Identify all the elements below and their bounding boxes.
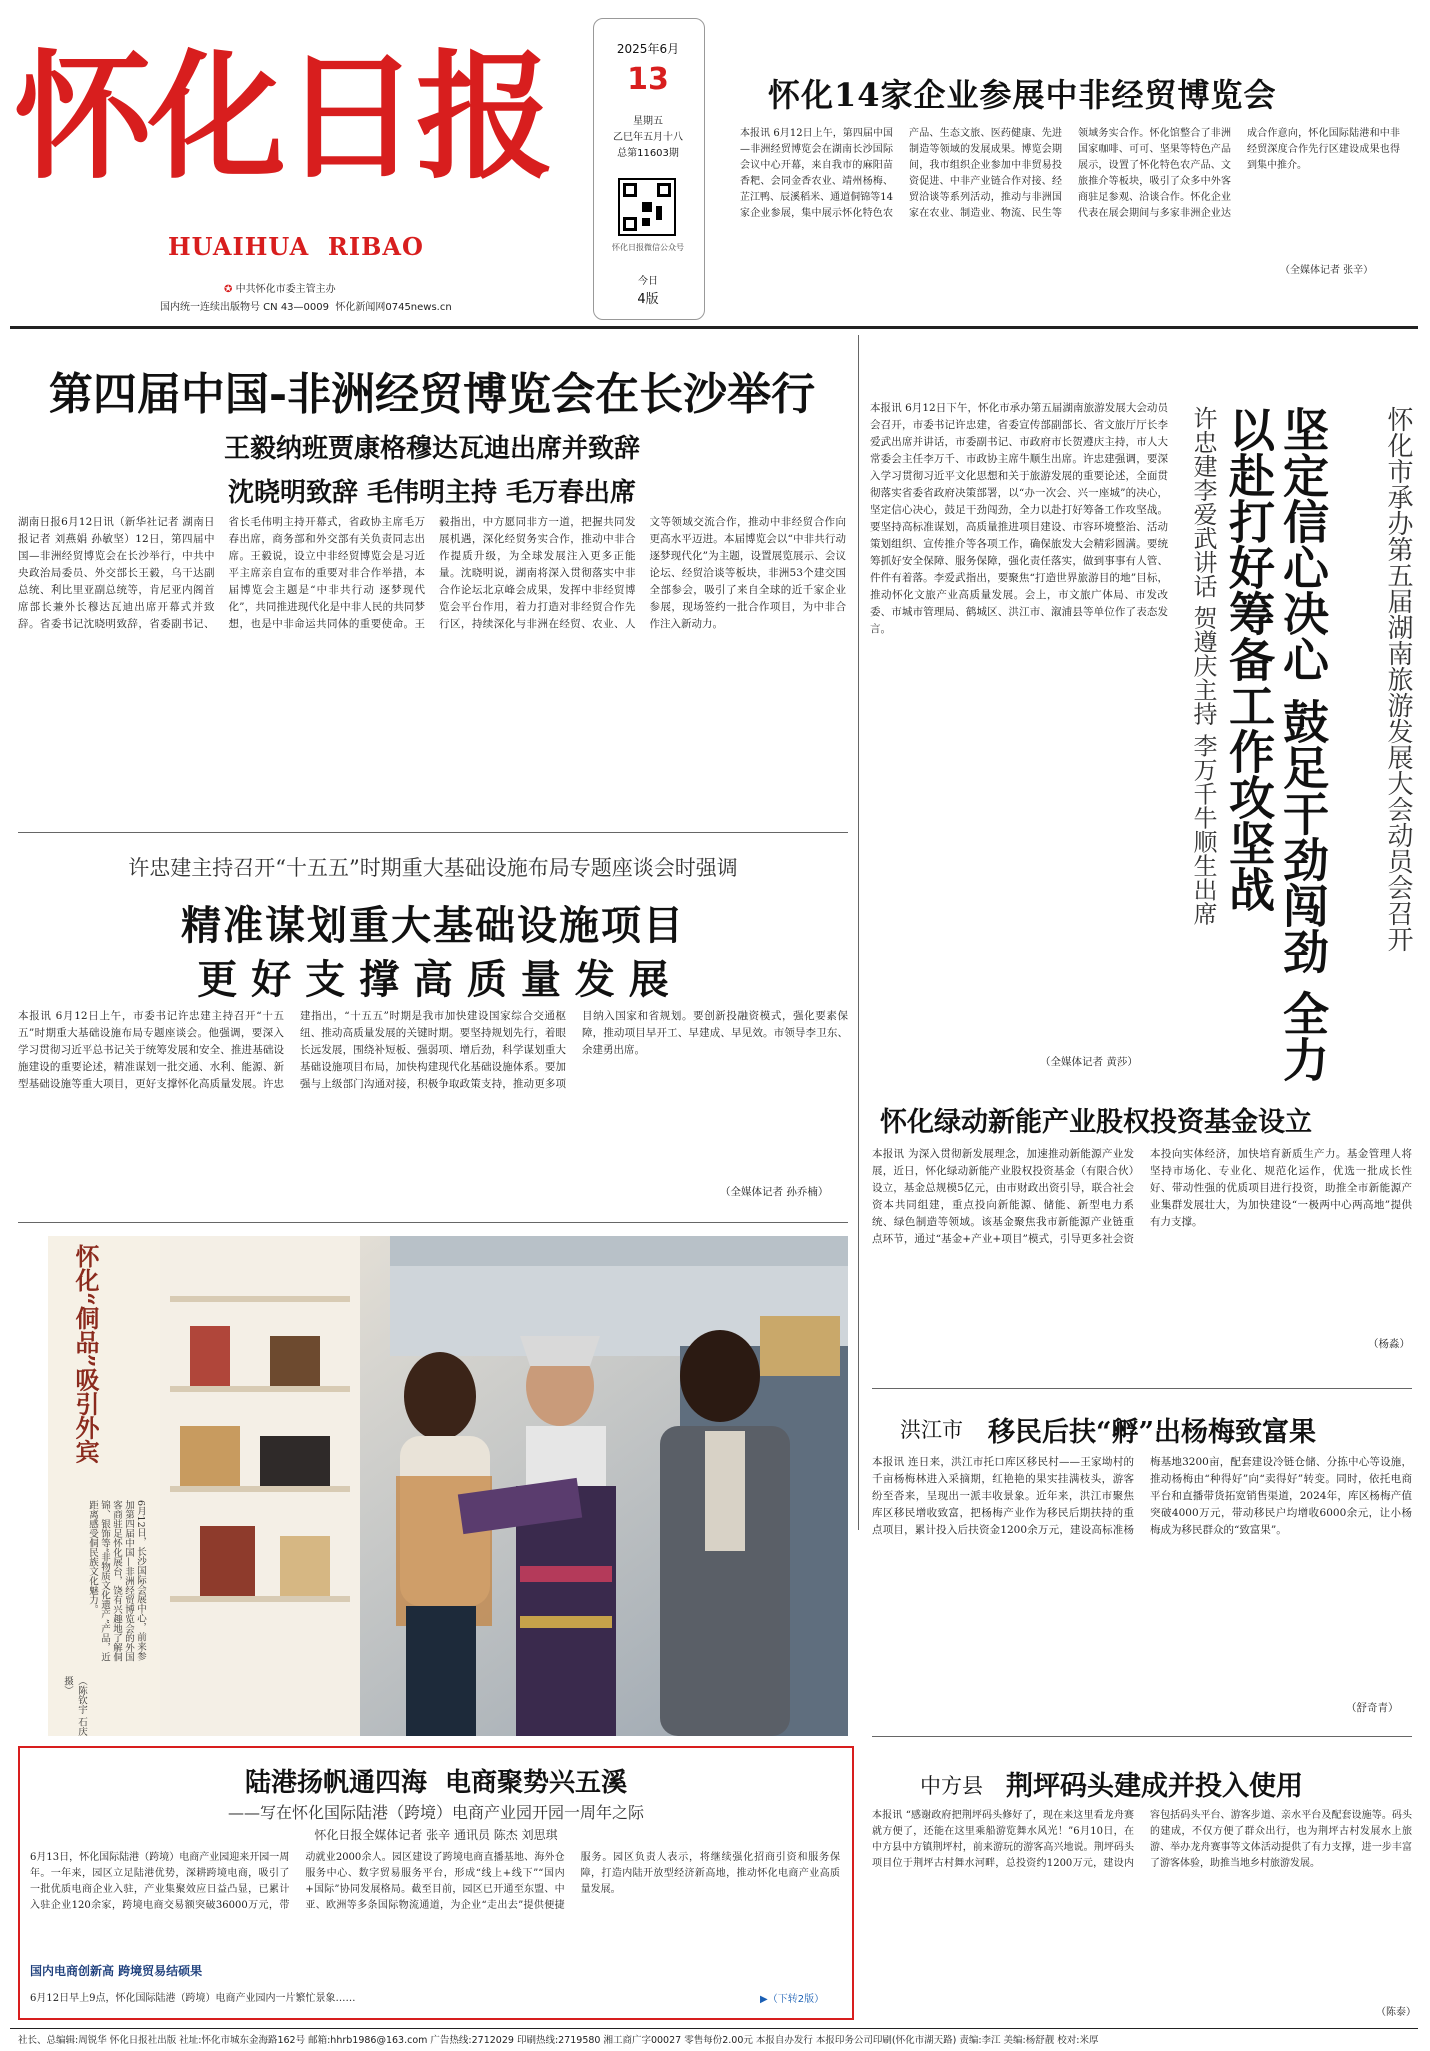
news-photo [160, 1236, 848, 1736]
arrow-right-icon: ▶ [760, 1994, 768, 2005]
fund-byline: （杨淼） [1368, 1338, 1410, 1350]
pages-count: 4版 [637, 292, 659, 307]
infra-body: 本报讯 6月12日上午，市委书记许忠建主持召开“十五五”时期重大基础设施布局专题座谈会。他强调，要深入学习贯彻习近平总书记关于统筹发展和安全、推进基础设施建设的重要论述，精准谋划一批交通、水利、能源、新型基础设施等重大项目，更好支撑怀化高质量发展。许忠建指出，“十五五”时期是我市加快建设国家综合交通枢纽、推动高质量发展的关键时期。要坚持规划先行，着眼长远发展，围绕补短板、强弱项、增后劲，科学谋划重大基础设施项目布局，加快构建现代化基础设施体系。要加强与上级部门沟通对接，积极争取政策支持，推动更多项目纳入国家和省规划。要创新投融资模式，强化要素保障，推动项目早开工、早建成、早见效。市领导李卫东、余建勇出席。 [18, 1010, 848, 1090]
top-story-title: 怀化14家企业参展中非经贸博览会 [768, 76, 1277, 114]
masthead-pinyin: HUAIHUA RIBAO [168, 232, 424, 261]
party-emblem-icon: ✪ [224, 284, 233, 295]
photo-credit: （陈钦宇 石庆 摄） [62, 1676, 87, 1737]
hongjiang-title: 移民后扶“孵”出杨梅致富果 [988, 1417, 1317, 1448]
feature-highlight-label: 国内电商创新高 跨境贸易结硕果 [30, 1964, 203, 1978]
qr-code [618, 178, 676, 236]
fangxian-byline: （陈泰） [1376, 2007, 1416, 2018]
feature-highlight-body: 6月12日早上9点，怀化国际陆港（跨境）电商产业园内一片繁忙景象…… [30, 1993, 356, 2004]
hongjiang-kicker: 洪江市 [900, 1418, 963, 1442]
infra-kicker: 许忠建主持召开“十五五”时期重大基础设施布局专题座谈会时强调 [128, 856, 738, 880]
section-divider-2 [18, 1222, 848, 1223]
footer-divider [10, 2028, 1418, 2029]
section-divider [18, 832, 848, 833]
fangxian-kicker: 中方县 [920, 1774, 983, 1798]
right-lead-kicker: 怀化市承办第五届湖南旅游发展大会动员会召开 [1383, 406, 1413, 952]
masthead-title: 怀化日报 [14, 35, 551, 198]
top-story-body: 本报讯 6月12日上午，第四届中国—非洲经贸博览会在湖南长沙国际会议中心开幕，来自我市的麻阳苗香粑、会同金香农业、靖州杨梅、芷江鸭、辰溪稻米、通道侗锦等14家企业参展，集中展示怀化特色农产品、生态文旅、医药健康、先进制造等领域的发展成果。博览会期间，我市组织企业参加中非贸易投资促进、中非产业链合作对接、经贸洽谈等系列活动，推动与非洲国家在农业、制造业、物流、民生等领域务实合作。怀化馆整合了非洲国家咖啡、可可、坚果等特色产品展示，设置了怀化特色农产品、文旅推介等板块，吸引了众多中外客商驻足参观、洽谈合作。怀化企业代表在展会期间与多家非洲企业达成合作意向，怀化国际陆港和中非经贸深度合作先行区建设成果也得到集中推介。 [740, 128, 1400, 219]
photo-caption-body: 6月12日，长沙国际会展中心，前来参加第四届中国—非洲经贸博览会的外国客商驻足怀化展台，饶有兴趣地了解侗锦、银饰等“非物质文化遗产”产品，近距离感受侗民族文化魅力。 [87, 1500, 146, 1662]
photo-caption-title: 怀化“侗品”吸引外宾 [71, 1244, 100, 1464]
feature-title: 陆港扬帆通四海 电商聚势兴五溪 [244, 1768, 628, 1798]
masthead-divider [10, 326, 1418, 329]
masthead-sponsor: ✪ 中共怀化市委主管主办 [224, 284, 336, 295]
hongjiang-byline: （舒奇青） [1346, 1702, 1399, 1714]
right-lead-body: 本报讯 6月12日下午，怀化市承办第五届湖南旅游发展大会动员会召开，市委书记许忠建，省委宣传部副部长、省文旅厅厅长李爱武出席并讲话，市委副书记、市政府市长贺遵庆主持，市人大常委会主任李万千、市政协主席牛顺生出席。许忠建强调，要深入学习贯彻习近平文化思想和关于旅游发展的重要论述，全面贯彻落实省委省政府决策部署，以“办一次会、兴一座城”的决心，坚定信心决心，鼓足干劲闯劲，全力以赴打好筹备工作攻坚战。要坚持高标准谋划，高质量推进项目建设、市容环境整治、活动策划组织、宣传推介等各项工作，确保旅发大会精彩圆满。要统筹抓好安全保障、服务保障，强化责任落实，做到事事有人管、件件有着落。李爱武指出，要聚焦“打造世界旅游目的地”目标，推动怀化文旅产业高质量发展。会上，市文旅广体局、市发改委、市城市管理局、鹤城区、洪江市、溆浦县等单位作了表态发言。 [870, 402, 1168, 635]
column-divider [858, 335, 859, 1530]
masthead-codes: 国内统一连续出版物号 CN 43—0009 怀化新闻网0745news.cn [160, 302, 452, 313]
fangxian-body: 本报讯 “感谢政府把荆坪码头修好了，现在来这里看龙舟赛就方便了，还能在这里乘船游览舞水风光！”6月10日，在中方县中方镇荆坪村，前来游玩的游客高兴地说。荆坪码头项目位于荆坪古村舞水河畔，总投资约1200万元，建设内容包括码头平台、游客步道、亲水平台及配套设施等。码头的建成，不仅方便了群众出行，也为荆坪古村发展水上旅游、举办龙舟赛事等文体活动提供了有力支撑，进一步丰富了游客体验，助推当地乡村旅游发展。 [872, 1810, 1412, 1869]
infra-byline: （全媒体记者 孙乔楠） [720, 1186, 829, 1198]
footer-info: 社长、总编辑:周锐华 怀化日报社出版 社址:怀化市城东金海路162号 邮箱:hhrb1986@163.com 广告热线:2712029 印刷热线:2719580 湘工商广字00027 零售每份2.00元 本报自办发行 本报印务公司印刷(怀化市湖天路) 责编:李江 美编:杨舒靓 校对:米厚 [18, 2035, 1099, 2046]
feature-subtitle: ——写在怀化国际陆港（跨境）电商产业园开园一周年之际 [227, 1803, 644, 1822]
exhibition-photo-illustration [160, 1236, 848, 1736]
qr-caption: 怀化日报微信公众号 [612, 243, 684, 252]
feature-continue-link[interactable]: ▶（下转2版） [760, 1994, 825, 2005]
fangxian-title: 荆坪码头建成并投入使用 [1006, 1771, 1303, 1802]
date-weekday: 星期五 [633, 116, 663, 127]
lead-subtitle-2: 沈晓明致辞 毛伟明主持 毛万春出席 [227, 478, 637, 508]
fund-title: 怀化绿动新能产业股权投资基金设立 [880, 1107, 1312, 1138]
top-story-byline: （全媒体记者 张辛） [1280, 265, 1374, 276]
infra-title-1: 精准谋划重大基础设施项目 [181, 902, 685, 949]
feature-body: 6月13日，怀化国际陆港（跨境）电商产业园迎来开园一周年。一年来，园区立足陆港优势，深耕跨境电商，吸引了一批优质电商企业入驻，产业集聚效应日益凸显，已累计入驻企业120余家，跨境电商交易额突破36000万元，带动就业2000余人。园区建设了跨境电商直播基地、海外仓服务中心、数字贸易服务平台，形成“线上+线下”“国内+国际”协同发展格局。截至目前，园区已开通至东盟、中亚、欧洲等多条国际物流通道，为企业“走出去”提供便捷服务。园区负责人表示，将继续强化招商引资和服务保障，打造内陆开放型经济新高地，推动怀化电商产业高质量发展。 [30, 1852, 840, 1911]
section-divider-4 [872, 1736, 1412, 1737]
pages-label: 今日 [638, 276, 658, 287]
date-day: 13 [627, 62, 669, 97]
fund-body: 本报讯 为深入贯彻新发展理念，加速推动新能源产业发展，近日，怀化绿动新能产业股权投资基金（有限合伙）设立，基金总规模5亿元，由市财政出资引导，联合社会资本共同组建，重点投向新能源、储能、新型电力系统、绿色制造等领域。该基金聚焦我市新能源产业链重点环节，通过“基金+产业+项目”模式，引导更多社会资本投向实体经济，加快培育新质生产力。基金管理人将坚持市场化、专业化、规范化运作，优选一批成长性好、带动性强的优质项目进行投资，助推全市新能源产业集群发展壮大，为加快建设“一极两中心两高地”提供有力支撑。 [872, 1148, 1412, 1245]
issue-number: 总第11603期 [617, 148, 679, 159]
infra-title-2: 更 好 支 撑 高 质 量 发 展 [197, 956, 669, 1003]
lead-body: 湖南日报6月12日讯（新华社记者 湖南日报记者 刘燕娟 孙敏坚）12日，第四届中国—非洲经贸博览会在长沙举行，中共中央政治局委员、外交部长王毅，乌干达副总统、利比里亚副总统等，肯尼亚内阁首席部长兼外长穆达瓦迪出席开幕式并致辞。省委书记沈晓明致辞，省委副书记、省长毛伟明主持开幕式，省政协主席毛万春出席，商务部和外交部有关负责同志出席。王毅说，设立中非经贸博览会是习近平主席亲自宣布的重要对非合作举措，本届博览会主题是“中非共行动 逐梦现代化”，共同推进现代化是中非人民的共同梦想，也是中非命运共同体的重要使命。王毅指出，中方愿同非方一道，把握共同发展机遇，深化经贸务实合作，推动中非合作提质升级，为全球发展注入更多正能量。沈晓明说，湖南将深入贯彻落实中非合作论坛北京峰会成果，发挥中非经贸博览会平台作用，着力打造对非经贸合作先行区，持续深化与非洲在经贸、农业、人文等领域交流合作，推动中非经贸合作向更高水平迈进。本届博览会以“中非共行动 逐梦现代化”为主题，设置展览展示、会议论坛、经贸洽谈等板块，非洲53个建交国全部参会，吸引了来自全球的近千家企业参展，现场签约一批合作项目，为中非合作注入新动力。 [18, 516, 846, 630]
right-lead-speakers: 许忠建李爱武讲话 贺遵庆主持 李万千牛顺生出席 [1189, 406, 1217, 926]
hongjiang-body: 本报讯 连日来，洪江市托口库区移民村——王家坳村的千亩杨梅林进入采摘期，红艳艳的果实挂满枝头，游客纷至沓来，呈现出一派丰收景象。近年来，洪江市聚焦库区移民增收致富，把杨梅产业作为移民后期扶持的重点项目，累计投入后扶资金1200余万元，建设高标准杨梅基地3200亩，配套建设冷链仓储、分拣中心等设施，推动杨梅由“种得好”向“卖得好”转变。同时，依托电商平台和直播带货拓宽销售渠道，2024年，库区杨梅产值突破4000万元，带动移民户均增收6000余元，让小杨梅成为移民群众的“致富果”。 [872, 1456, 1412, 1536]
lead-subtitle-1: 王毅纳班贾康格穆达瓦迪出席并致辞 [223, 434, 640, 464]
right-lead-byline: （全媒体记者 黄莎） [1040, 1056, 1138, 1068]
right-lead-title: 坚定信心决心 鼓足干劲闯劲 全力以赴打好筹备工作攻坚战 [1222, 406, 1330, 1083]
section-divider-3 [872, 1388, 1412, 1389]
feature-byline: 怀化日报全媒体记者 张辛 通讯员 陈杰 刘思琪 [314, 1828, 558, 1842]
lead-title: 第四届中国-非洲经贸博览会在长沙举行 [48, 369, 816, 420]
date-month: 2025年6月 [616, 42, 680, 56]
date-lunar: 乙巳年五月十八 [613, 132, 683, 143]
